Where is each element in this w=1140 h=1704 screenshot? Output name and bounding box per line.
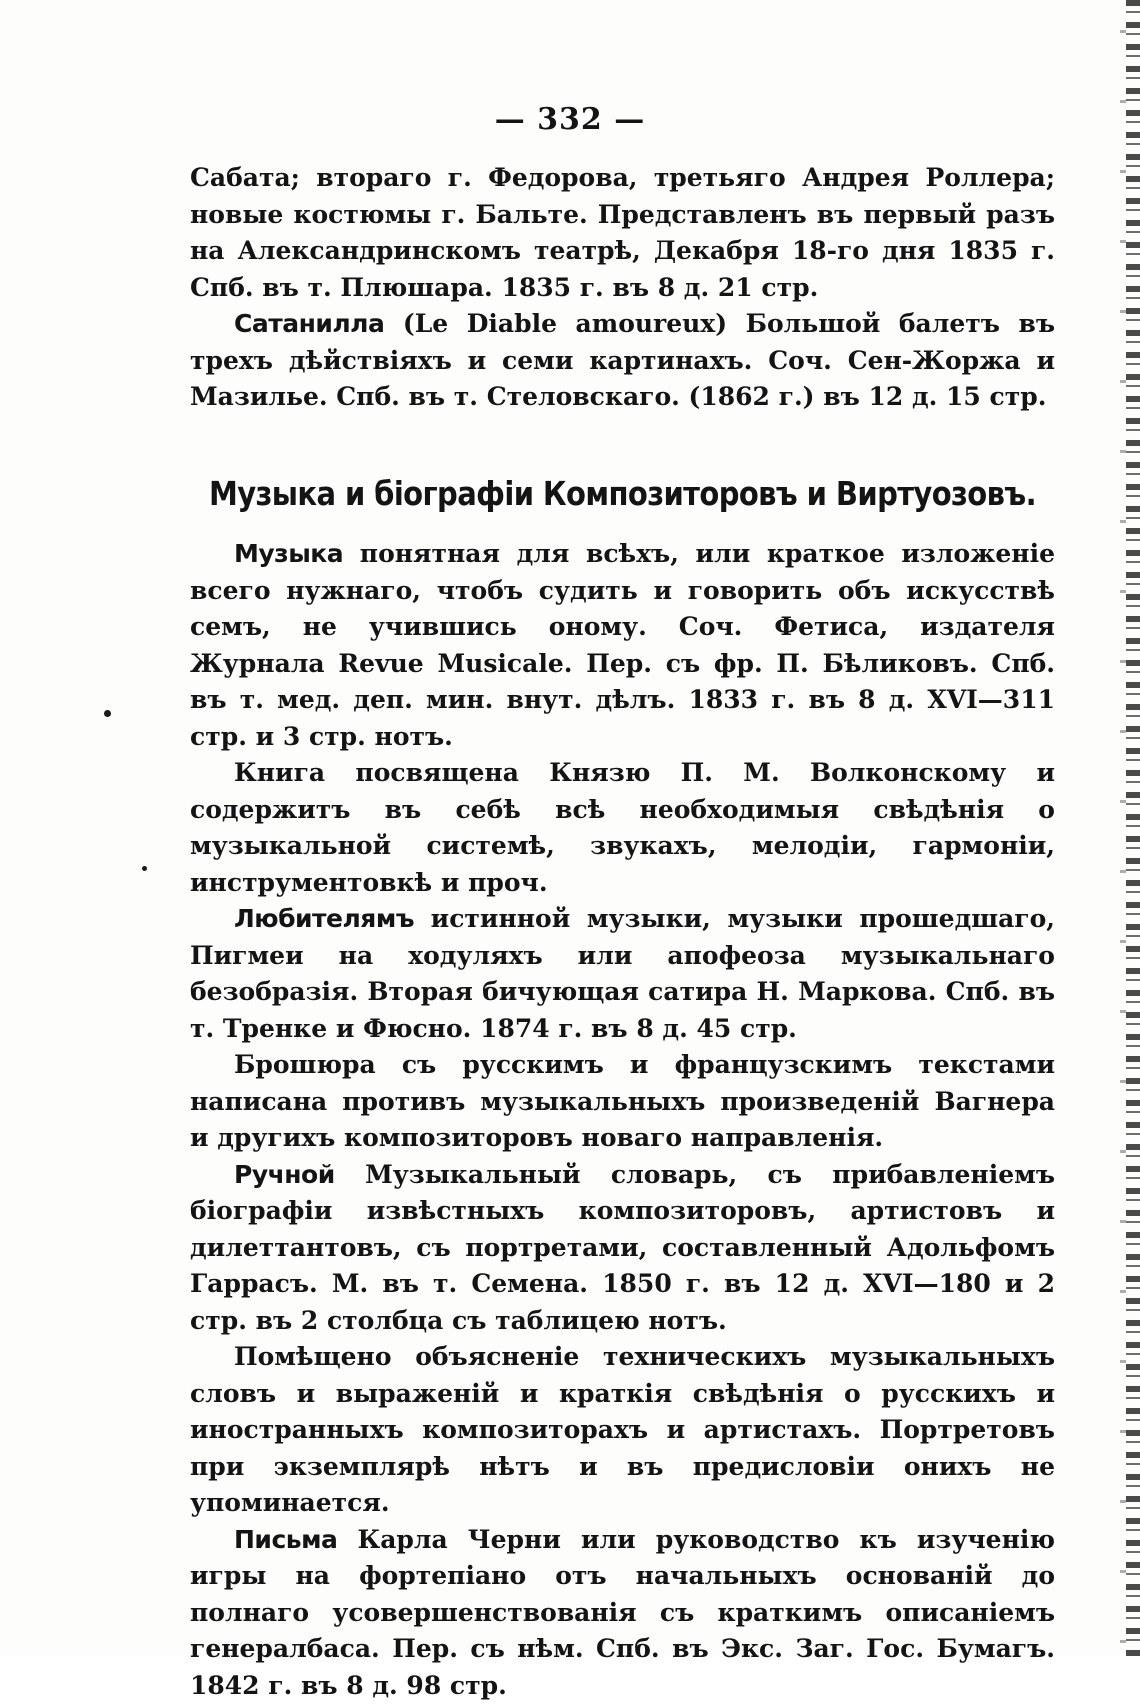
entry-text: понятная для всѣхъ, или краткое изложеніе всего нужнаго, чтобъ судить и говорить объ искусствѣ семъ, не учившись оному. Соч. Фетиса, издателя Журнала Revue Musicale. Пер. съ фр. П. Бѣликовъ. Спб. въ т. мед. деп. мин. внут. дѣлъ. 1833 г. въ 8 д. XVI—311 стр. и 3 стр. нотъ. [190, 539, 1055, 751]
entry-text: Музыкальный словарь, съ прибавленіемъ біографіи извѣстныхъ композиторовъ, артистовъ и дилеттантовъ, съ портретами, составленный Адольфомъ Гаррасъ. М. въ т. Семена. 1850 г. въ 12 д. XVI—180 и 2 стр. въ 2 столбца съ таблицею нотъ. [190, 1160, 1055, 1335]
entry-ruchnoy [190, 1157, 1055, 1340]
entry-text: (Le Diable amoureux) Большой балетъ въ трехъ дѣйствіяхъ и семи картинахъ. Соч. Сен-Жоржа и Мазилье. Спб. въ т. Стеловскаго. (1862 г.) въ 12 д. 15 стр. [190, 309, 1055, 411]
entry-note [190, 1339, 1055, 1522]
entry-lead-word: Любителямъ [234, 904, 414, 933]
entry-text: истинной музыки, музыки прошедшаго, Пигмеи на ходуляхъ или апофеоза музыкальнаго безобразія. Вторая бичующая сатира Н. Маркова. Спб. въ т. Тренке и Фюсно. 1874 г. въ 8 д. 45 стр. [190, 904, 1055, 1043]
continuation-paragraph: Сабата; втораго г. Федорова, третьяго Андрея Роллера; новые костюмы г. Бальте. Представленъ въ первый разъ на Александринскомъ театрѣ, Декабря 18-го дня 1835 г. Спб. въ т. Плюшара. 1835 г. въ 8 д. 21 стр. [190, 160, 1055, 306]
music-section [190, 536, 1055, 1704]
top-section [190, 160, 1055, 416]
entry-text: Карла Черни или руководство къ изученію игры на фортепіано отъ начальныхъ основаній до полнаго усовершенствованія съ краткимъ описаніемъ генералбаса. Пер. съ нѣм. Спб. въ Экс. Заг. Гос. Бумагъ. 1842 г. въ 8 д. 98 стр. [190, 1525, 1055, 1700]
entry-text: Брошюра съ русскимъ и французскимъ текстами написана противъ музыкальныхъ произведеній Вагнера и другихъ композиторовъ новаго направленія. [190, 1050, 1055, 1152]
entry-pisma [190, 1522, 1055, 1704]
entry-lead-word: Сатанилла [234, 309, 384, 338]
entry-lead-word: Музыка [234, 539, 343, 568]
entry-note [190, 755, 1055, 901]
entry-lyubitelyam [190, 901, 1055, 1047]
section-heading: Музыка и біографіи Композиторовъ и Виртуозовъ. [190, 475, 1055, 513]
scan-speck [104, 710, 111, 717]
entry-satanilla [190, 306, 1055, 416]
entry-text: Помѣщено объясненіе техническихъ музыкальныхъ словъ и выраженій и краткія свѣдѣнія о русскихъ и иностранныхъ композиторахъ и артистахъ. Портретовъ при экземплярѣ нѣтъ и въ предисловіи онихъ не упоминается. [190, 1342, 1055, 1517]
entry-note [190, 1047, 1055, 1157]
page-number: — 332 — [0, 102, 1140, 137]
scan-edge-noise [1126, 0, 1140, 1657]
entry-lead-word: Ручной [234, 1160, 335, 1189]
entry-lead-word: Письма [234, 1525, 337, 1554]
scan-edge-shadow [1120, 0, 1126, 1657]
entry-text: Книга посвящена Князю П. М. Волконскому и содержитъ въ себѣ всѣ необходимыя свѣдѣнія о музыкальной системѣ, звукахъ, мелодіи, гармоніи, инструментовкѣ и проч. [190, 758, 1055, 897]
scan-speck [142, 866, 147, 871]
entry-muzyka [190, 536, 1055, 755]
